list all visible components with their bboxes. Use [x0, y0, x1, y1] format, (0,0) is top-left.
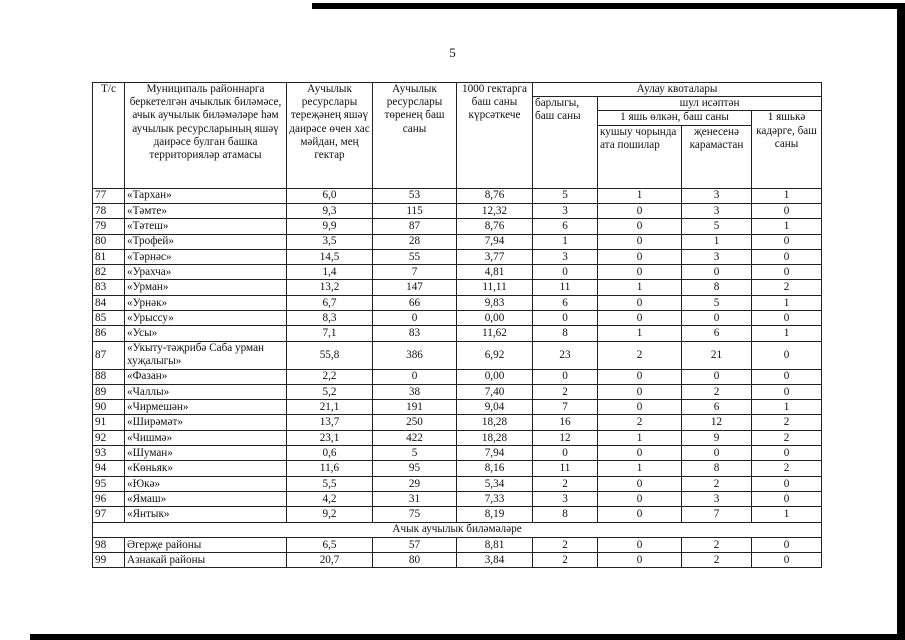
section-row — [93, 522, 822, 537]
cell-no: 80 — [93, 234, 125, 249]
cell-no: 88 — [93, 369, 125, 384]
cell-name: Әгерҗе районы — [125, 537, 287, 552]
cell-density: 8,16 — [457, 461, 533, 476]
cell-name: «Урнәк» — [125, 295, 287, 310]
cell-count: 28 — [373, 234, 457, 249]
cell-count: 422 — [373, 430, 457, 445]
cell-regardless: 5 — [682, 295, 752, 310]
cell-no: 78 — [93, 203, 125, 218]
cell-horned: 0 — [598, 476, 682, 491]
cell-count: 66 — [373, 295, 457, 310]
table-row — [93, 461, 822, 476]
cell-count: 31 — [373, 491, 457, 506]
cell-horned: 0 — [598, 219, 682, 234]
cell-under1: 2 — [752, 461, 822, 476]
cell-density: 9,04 — [457, 400, 533, 415]
cell-area: 23,1 — [287, 430, 373, 445]
cell-no: 82 — [93, 265, 125, 280]
cell-name: «Фазан» — [125, 369, 287, 384]
cell-horned: 0 — [598, 553, 682, 568]
page-number: 5 — [449, 45, 456, 60]
cell-density: 0,00 — [457, 310, 533, 325]
cell-density: 12,32 — [457, 203, 533, 218]
cell-regardless: 6 — [682, 326, 752, 341]
table-row — [93, 341, 822, 369]
cell-area: 55,8 — [287, 341, 373, 369]
cell-no: 96 — [93, 491, 125, 506]
cell-no: 93 — [93, 446, 125, 461]
cell-name: «Тәрнәс» — [125, 249, 287, 264]
table-row — [93, 249, 822, 264]
table-row — [93, 476, 822, 491]
cell-density: 3,77 — [457, 249, 533, 264]
cell-regardless: 2 — [682, 553, 752, 568]
cell-name: «Тархан» — [125, 188, 287, 203]
cell-density: 7,33 — [457, 491, 533, 506]
cell-horned: 1 — [598, 188, 682, 203]
cell-regardless: 8 — [682, 280, 752, 295]
cell-no: 83 — [93, 280, 125, 295]
cell-name: «Урахча» — [125, 265, 287, 280]
scan-edge-bottom — [30, 634, 905, 640]
cell-area: 8,3 — [287, 310, 373, 325]
cell-under1: 0 — [752, 249, 822, 264]
table-row — [93, 310, 822, 325]
cell-no: 97 — [93, 507, 125, 522]
scan-edge-top — [312, 3, 905, 9]
cell-area: 21,1 — [287, 400, 373, 415]
cell-density: 0,00 — [457, 369, 533, 384]
cell-density: 6,92 — [457, 341, 533, 369]
cell-regardless: 3 — [682, 203, 752, 218]
cell-horned: 2 — [598, 415, 682, 430]
cell-regardless: 1 — [682, 234, 752, 249]
cell-name: «Ямаш» — [125, 491, 287, 506]
cell-area: 13,2 — [287, 280, 373, 295]
cell-name: «Юкә» — [125, 476, 287, 491]
cell-under1: 2 — [752, 430, 822, 445]
cell-no: 87 — [93, 341, 125, 369]
cell-area: 6,0 — [287, 188, 373, 203]
cell-horned: 2 — [598, 341, 682, 369]
cell-under1: 0 — [752, 537, 822, 552]
cell-total: 23 — [533, 341, 598, 369]
cell-horned: 0 — [598, 265, 682, 280]
cell-name: «Янтык» — [125, 507, 287, 522]
header-area: Аучылык ресурслары тереҗәнең яшәү даирәсе өчен хас мәйдан, мең гектар — [287, 83, 373, 189]
table-row — [93, 265, 822, 280]
cell-total: 0 — [533, 369, 598, 384]
cell-under1: 2 — [752, 415, 822, 430]
cell-count: 53 — [373, 188, 457, 203]
header-count: Аучылык ресурслары төренең баш саны — [373, 83, 457, 189]
cell-name: «Тәтеш» — [125, 219, 287, 234]
cell-count: 57 — [373, 537, 457, 552]
header-quota: Аулау квоталары — [533, 83, 822, 97]
cell-name: «Трофей» — [125, 234, 287, 249]
cell-no: 92 — [93, 430, 125, 445]
cell-regardless: 2 — [682, 384, 752, 399]
cell-no: 99 — [93, 553, 125, 568]
cell-count: 55 — [373, 249, 457, 264]
cell-total: 2 — [533, 476, 598, 491]
cell-no: 77 — [93, 188, 125, 203]
cell-area: 6,7 — [287, 295, 373, 310]
cell-density: 4,81 — [457, 265, 533, 280]
cell-count: 95 — [373, 461, 457, 476]
table-row — [93, 507, 822, 522]
cell-count: 0 — [373, 310, 457, 325]
cell-area: 7,1 — [287, 326, 373, 341]
cell-total: 0 — [533, 265, 598, 280]
cell-total: 1 — [533, 234, 598, 249]
cell-name: Азнакай районы — [125, 553, 287, 568]
cell-total: 8 — [533, 326, 598, 341]
cell-density: 18,28 — [457, 415, 533, 430]
cell-total: 2 — [533, 553, 598, 568]
table-row — [93, 188, 822, 203]
cell-horned: 0 — [598, 400, 682, 415]
header-horned: кушыу чорында ата пошилар — [598, 125, 682, 188]
cell-regardless: 21 — [682, 341, 752, 369]
cell-no: 84 — [93, 295, 125, 310]
header-total: барлыгы, баш саны — [533, 97, 598, 188]
table-row — [93, 553, 822, 568]
cell-area: 5,2 — [287, 384, 373, 399]
cell-name: «Урыссу» — [125, 310, 287, 325]
cell-regardless: 6 — [682, 400, 752, 415]
table-row — [93, 384, 822, 399]
cell-density: 7,94 — [457, 446, 533, 461]
cell-area: 9,9 — [287, 219, 373, 234]
table-row — [93, 491, 822, 506]
table-row — [93, 430, 822, 445]
cell-regardless: 3 — [682, 491, 752, 506]
cell-no: 79 — [93, 219, 125, 234]
cell-total: 3 — [533, 203, 598, 218]
cell-area: 0,6 — [287, 446, 373, 461]
cell-regardless: 0 — [682, 446, 752, 461]
cell-total: 5 — [533, 188, 598, 203]
table-row — [93, 415, 822, 430]
cell-total: 11 — [533, 280, 598, 295]
cell-horned: 0 — [598, 491, 682, 506]
cell-no: 85 — [93, 310, 125, 325]
cell-density: 8,76 — [457, 188, 533, 203]
cell-density: 9,83 — [457, 295, 533, 310]
table-row — [93, 369, 822, 384]
cell-total: 7 — [533, 400, 598, 415]
table-row — [93, 446, 822, 461]
cell-total: 3 — [533, 491, 598, 506]
cell-density: 11,11 — [457, 280, 533, 295]
cell-under1: 0 — [752, 446, 822, 461]
table-row — [93, 280, 822, 295]
cell-horned: 1 — [598, 280, 682, 295]
cell-area: 3,5 — [287, 234, 373, 249]
section-title: Ачык аучылык биләмәләре — [93, 522, 822, 537]
cell-count: 191 — [373, 400, 457, 415]
cell-density: 7,40 — [457, 384, 533, 399]
header-regardless: җенесенә карамастан — [682, 125, 752, 188]
cell-regardless: 2 — [682, 537, 752, 552]
header-including: шул исәптән — [598, 97, 822, 111]
cell-horned: 0 — [598, 234, 682, 249]
cell-area: 1,4 — [287, 265, 373, 280]
cell-density: 8,19 — [457, 507, 533, 522]
cell-under1: 1 — [752, 295, 822, 310]
cell-no: 81 — [93, 249, 125, 264]
cell-density: 11,62 — [457, 326, 533, 341]
cell-under1: 0 — [752, 476, 822, 491]
cell-name: «Чирмешән» — [125, 400, 287, 415]
table-row — [93, 537, 822, 552]
cell-count: 38 — [373, 384, 457, 399]
cell-under1: 1 — [752, 188, 822, 203]
cell-name: «Чишмә» — [125, 430, 287, 445]
header-over1: 1 яшь өлкән, баш саны — [598, 111, 752, 125]
cell-count: 83 — [373, 326, 457, 341]
quota-table — [92, 82, 822, 568]
cell-horned: 0 — [598, 295, 682, 310]
cell-count: 87 — [373, 219, 457, 234]
cell-horned: 0 — [598, 384, 682, 399]
cell-under1: 0 — [752, 341, 822, 369]
cell-horned: 0 — [598, 310, 682, 325]
cell-name: «Шуман» — [125, 446, 287, 461]
cell-density: 7,94 — [457, 234, 533, 249]
cell-no: 98 — [93, 537, 125, 552]
cell-under1: 0 — [752, 491, 822, 506]
cell-no: 94 — [93, 461, 125, 476]
cell-horned: 0 — [598, 446, 682, 461]
table-row — [93, 400, 822, 415]
header-density: 1000 гектарга баш саны күрсәткече — [457, 83, 533, 189]
cell-area: 6,5 — [287, 537, 373, 552]
cell-density: 8,81 — [457, 537, 533, 552]
cell-horned: 1 — [598, 461, 682, 476]
header-name: Муниципаль районнарга беркетелгән ачыклык биләмәсе, ачык аучылык биләмәләре һәм аучылык ресурсларының яшәү даирәсе булган башка территорияләр атамасы — [125, 83, 287, 189]
cell-area: 4,2 — [287, 491, 373, 506]
cell-under1: 0 — [752, 234, 822, 249]
cell-regardless: 12 — [682, 415, 752, 430]
cell-no: 86 — [93, 326, 125, 341]
cell-horned: 0 — [598, 507, 682, 522]
header-no: Т/с — [93, 83, 125, 189]
cell-count: 0 — [373, 369, 457, 384]
cell-regardless: 7 — [682, 507, 752, 522]
cell-area: 9,3 — [287, 203, 373, 218]
header-under1: 1 яшькә кадәрге, баш саны — [752, 111, 822, 188]
cell-count: 75 — [373, 507, 457, 522]
cell-total: 0 — [533, 446, 598, 461]
cell-count: 147 — [373, 280, 457, 295]
cell-under1: 1 — [752, 400, 822, 415]
cell-total: 11 — [533, 461, 598, 476]
cell-area: 20,7 — [287, 553, 373, 568]
cell-under1: 1 — [752, 507, 822, 522]
cell-regardless: 0 — [682, 310, 752, 325]
cell-regardless: 0 — [682, 369, 752, 384]
cell-horned: 0 — [598, 537, 682, 552]
cell-under1: 0 — [752, 384, 822, 399]
cell-area: 11,6 — [287, 461, 373, 476]
cell-total: 2 — [533, 384, 598, 399]
cell-horned: 1 — [598, 326, 682, 341]
cell-under1: 0 — [752, 553, 822, 568]
cell-under1: 0 — [752, 310, 822, 325]
cell-total: 8 — [533, 507, 598, 522]
cell-density: 3,84 — [457, 553, 533, 568]
cell-horned: 0 — [598, 203, 682, 218]
cell-area: 9,2 — [287, 507, 373, 522]
cell-density: 18,28 — [457, 430, 533, 445]
cell-density: 8,76 — [457, 219, 533, 234]
table-row — [93, 203, 822, 218]
cell-regardless: 9 — [682, 430, 752, 445]
cell-regardless: 3 — [682, 249, 752, 264]
cell-no: 90 — [93, 400, 125, 415]
cell-name: «Чаллы» — [125, 384, 287, 399]
cell-under1: 1 — [752, 219, 822, 234]
cell-area: 13,7 — [287, 415, 373, 430]
cell-regardless: 2 — [682, 476, 752, 491]
cell-total: 12 — [533, 430, 598, 445]
cell-area: 2,2 — [287, 369, 373, 384]
cell-under1: 2 — [752, 280, 822, 295]
cell-density: 5,34 — [457, 476, 533, 491]
cell-no: 95 — [93, 476, 125, 491]
cell-name: «Усы» — [125, 326, 287, 341]
cell-under1: 0 — [752, 265, 822, 280]
cell-total: 0 — [533, 310, 598, 325]
cell-name: «Тәмте» — [125, 203, 287, 218]
cell-under1: 1 — [752, 326, 822, 341]
cell-total: 3 — [533, 249, 598, 264]
cell-name: «Урман» — [125, 280, 287, 295]
cell-area: 14,5 — [287, 249, 373, 264]
cell-no: 91 — [93, 415, 125, 430]
cell-no: 89 — [93, 384, 125, 399]
cell-name: «Укыту-тәҗрибә Саба урман хуҗалыгы» — [125, 341, 287, 369]
cell-horned: 0 — [598, 249, 682, 264]
cell-count: 29 — [373, 476, 457, 491]
table-row — [93, 326, 822, 341]
cell-total: 16 — [533, 415, 598, 430]
cell-count: 115 — [373, 203, 457, 218]
cell-count: 7 — [373, 265, 457, 280]
cell-horned: 0 — [598, 369, 682, 384]
cell-count: 80 — [373, 553, 457, 568]
cell-total: 2 — [533, 537, 598, 552]
cell-count: 250 — [373, 415, 457, 430]
cell-under1: 0 — [752, 203, 822, 218]
scan-edge-right — [897, 3, 905, 640]
cell-regardless: 5 — [682, 219, 752, 234]
cell-count: 386 — [373, 341, 457, 369]
table-row — [93, 234, 822, 249]
table-row — [93, 295, 822, 310]
cell-total: 6 — [533, 295, 598, 310]
table-row — [93, 219, 822, 234]
cell-regardless: 8 — [682, 461, 752, 476]
cell-under1: 0 — [752, 369, 822, 384]
cell-horned: 1 — [598, 430, 682, 445]
cell-name: «Ширәмәт» — [125, 415, 287, 430]
cell-total: 6 — [533, 219, 598, 234]
cell-regardless: 0 — [682, 265, 752, 280]
cell-regardless: 3 — [682, 188, 752, 203]
cell-name: «Көньяк» — [125, 461, 287, 476]
cell-count: 5 — [373, 446, 457, 461]
cell-area: 5,5 — [287, 476, 373, 491]
